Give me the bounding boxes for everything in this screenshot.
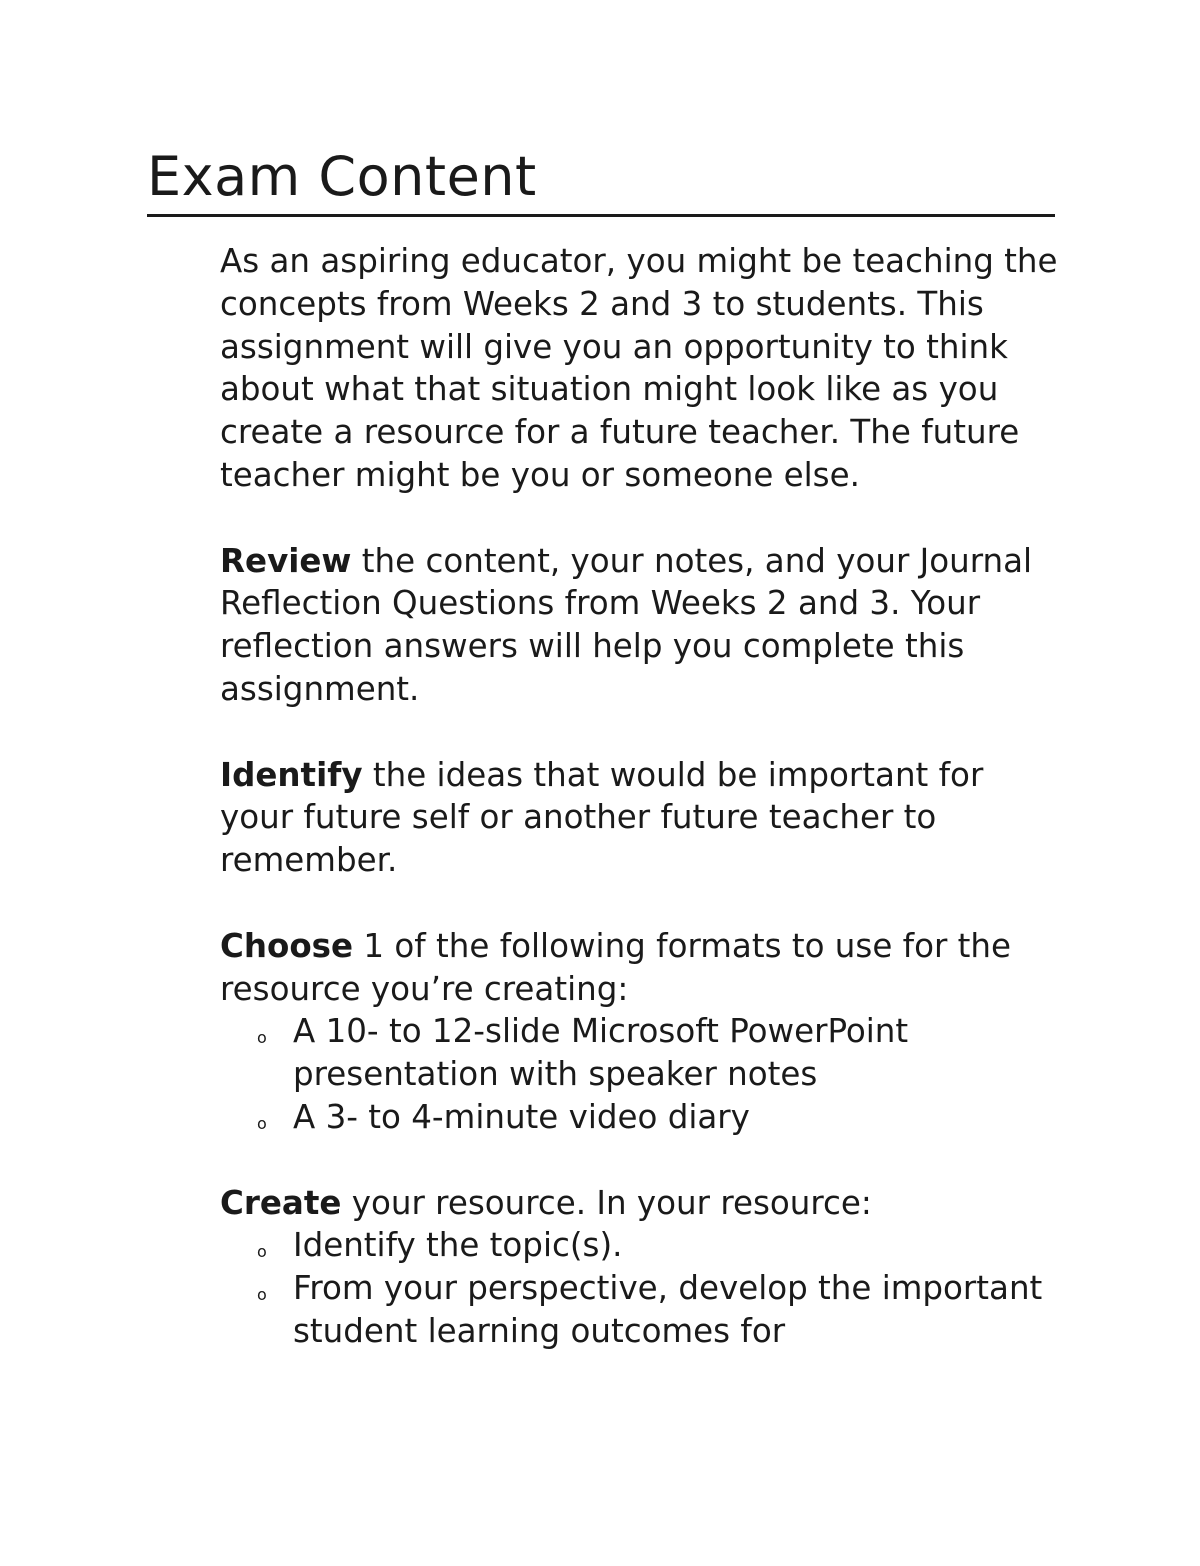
choose-lead: Choose: [220, 926, 354, 965]
review-lead: Review: [220, 541, 352, 580]
choose-paragraph: [220, 925, 1060, 1011]
list-item: [257, 1096, 1060, 1139]
identify-text: the ideas that would be important for your future self or another future teacher to remember.: [220, 755, 984, 880]
bullet-circle-icon: o: [257, 1285, 267, 1305]
review-text: the content, your notes, and your Journal Reflection Questions from Weeks 2 and 3. Your reflection answers will help you complete this assignment.: [220, 541, 1033, 708]
create-paragraph: [220, 1182, 1060, 1225]
intro-paragraph: As an aspiring educator, you might be teaching the concepts from Weeks 2 and 3 to students. This assignment will give you an opportunity to think about what that situation might look like as you create a resource for a future teacher. The future teacher might be you or someone else.: [220, 242, 1058, 494]
list-item: [257, 1010, 1060, 1096]
create-text: your resource. In your resource:: [341, 1183, 872, 1222]
list-item-text: Identify the topic(s).: [293, 1226, 623, 1265]
bullet-circle-icon: o: [257, 1242, 267, 1262]
identify-paragraph: [220, 754, 1060, 882]
page-title: Exam Content: [147, 145, 537, 208]
bullet-circle-icon: o: [257, 1113, 267, 1133]
list-item: [257, 1224, 1060, 1267]
list-item-text: A 3- to 4-minute video diary: [293, 1097, 750, 1136]
list-item-text: From your perspective, develop the important student learning outcomes for: [293, 1269, 1043, 1350]
document-body: [220, 240, 1060, 1396]
format-options-list: [220, 1010, 1060, 1138]
list-item-text: A 10- to 12-slide Microsoft PowerPoint presentation with speaker notes: [293, 1012, 909, 1094]
bullet-circle-icon: o: [257, 1028, 267, 1048]
title-block: [147, 140, 1055, 217]
choose-text: 1 of the following formats to use for the resource you’re creating:: [220, 926, 1011, 1008]
create-lead: Create: [220, 1183, 342, 1222]
list-item: [257, 1267, 1060, 1353]
resource-requirements-list: [220, 1224, 1060, 1352]
review-paragraph: [220, 540, 1060, 711]
identify-lead: Identify: [220, 755, 363, 794]
